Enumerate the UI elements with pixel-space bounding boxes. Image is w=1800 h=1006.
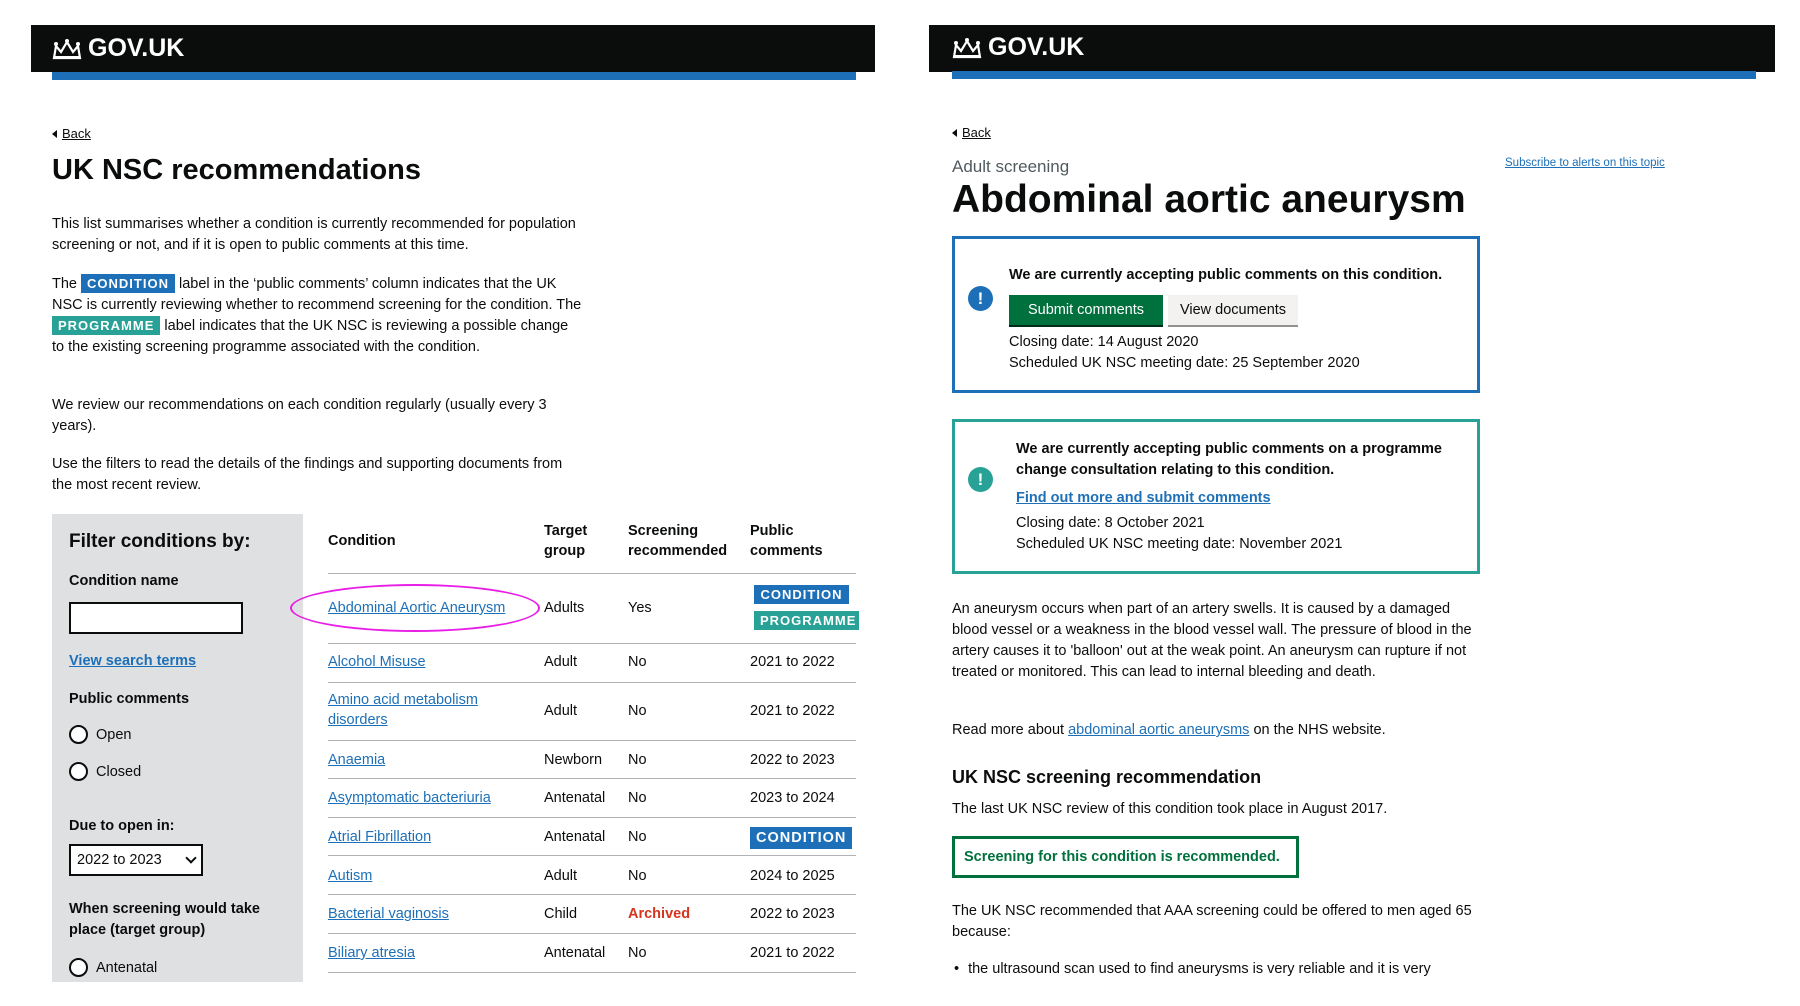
back-link-label: Back <box>62 126 91 141</box>
highlight-ellipse <box>290 584 540 632</box>
right-govuk-logo[interactable] <box>952 30 1084 65</box>
recommendation-heading: UK NSC screening recommendation <box>952 767 1262 787</box>
exclamation-icon: ! <box>968 467 993 492</box>
filter-title: Filter conditions by: <box>69 531 251 552</box>
condition-name-input[interactable] <box>69 602 243 634</box>
crown-icon <box>52 38 82 60</box>
th-condition: Condition <box>328 533 396 549</box>
row-condition-link[interactable]: Abdominal Aortic Aneurysm <box>328 600 506 616</box>
left-brand-text: GOV.UK <box>88 34 185 62</box>
row-target: Adult <box>544 703 578 719</box>
intro2-part3: label indicates that the UK NSC is reviewing a possible change to the existing screening programme associated with the condition. <box>52 318 569 355</box>
table-header-divider <box>328 573 856 574</box>
right-brand-text: GOV.UK <box>988 33 1085 61</box>
subscribe-link[interactable]: Subscribe to alerts on this topic <box>1505 157 1665 169</box>
nhs-link[interactable]: abdominal aortic aneurysms <box>1068 722 1250 738</box>
row-condition-link[interactable]: Atrial Fibrillation <box>328 829 432 845</box>
public-comments-label: Public comments <box>69 691 190 707</box>
radio-circle[interactable] <box>69 762 88 781</box>
crown-icon <box>952 37 982 59</box>
radio-circle[interactable] <box>69 725 88 744</box>
read-more-pre: Read more about <box>952 722 1065 738</box>
radio-open[interactable] <box>69 725 131 744</box>
due-to-open-label: Due to open in: <box>69 818 175 834</box>
radio-antenatal[interactable] <box>69 958 157 977</box>
radio-open-label: Open <box>96 726 132 743</box>
radio-antenatal-label: Antenatal <box>96 959 158 976</box>
row-comments: 2022 to 2023 <box>750 906 835 922</box>
view-documents-button[interactable]: View documents <box>1168 295 1298 325</box>
list-item <box>954 959 1484 979</box>
back-link-label: Back <box>962 125 991 140</box>
intro2-part1: The <box>52 276 77 292</box>
table-row-divider <box>328 933 856 934</box>
condition-name-label: Condition name <box>69 573 179 589</box>
left-blue-bar <box>52 72 856 80</box>
table-row-divider <box>328 855 856 856</box>
row-comments: 2024 to 2025 <box>750 868 835 884</box>
th-public-comments: Public comments <box>750 523 823 559</box>
programme-tag: PROGRAMME <box>754 611 859 630</box>
row-comments: 2021 to 2022 <box>750 945 835 961</box>
right-page-title: Abdominal aortic aneurysm <box>952 178 1466 221</box>
table-row-divider <box>328 817 856 818</box>
right-blue-bar <box>952 71 1756 79</box>
intro-paragraph-2 <box>52 274 582 358</box>
condition-description: An aneurysm occurs when part of an artery swells. It is caused by a damaged blood vessel or a weakness in the blood vessel wall. The pressure of blood in the artery causes it to 'balloon' out at the weak point. An aneurysm can rupture if not treated or monitored. This can lead to internal bleeding and death. <box>952 601 1472 680</box>
right-back-link[interactable] <box>952 125 991 140</box>
row-target: Antenatal <box>544 829 606 845</box>
row-screening: No <box>628 703 647 719</box>
row-condition-link[interactable]: Biliary atresia <box>328 945 416 961</box>
row-target: Adults <box>544 600 585 616</box>
back-arrow-icon <box>52 130 57 138</box>
chevron-down-icon <box>185 852 196 863</box>
row-screening: No <box>628 829 647 845</box>
row-screening-archived: Archived <box>628 906 691 922</box>
row-target: Adult <box>544 654 578 670</box>
table-row-divider <box>328 643 856 644</box>
row-condition-link[interactable]: Asymptomatic bacteriuria <box>328 790 491 806</box>
row-condition-link[interactable]: Autism <box>328 868 373 884</box>
find-out-more-link[interactable]: Find out more and submit comments <box>1016 490 1271 506</box>
row-condition-link[interactable]: Bacterial vaginosis <box>328 906 449 922</box>
notice1-closing-date: Closing date: 14 August 2020 <box>1009 334 1199 350</box>
row-tags <box>754 585 859 630</box>
intro2-part2: label in the ‘public comments’ column indicates that the UK NSC is currently reviewing whether to recommend screening for the condition. The <box>52 276 582 313</box>
intro-paragraph-1: This list summarises whether a condition is currently recommended for population screening or not, and if it is open to public comments at this time. <box>52 216 576 253</box>
row-screening: No <box>628 790 647 806</box>
notice1-heading: We are currently accepting public comments on this condition. <box>1009 267 1443 283</box>
row-target: Child <box>544 906 578 922</box>
recommendation-review-text: The last UK NSC review of this condition took place in August 2017. <box>952 801 1388 817</box>
left-page-title: UK NSC recommendations <box>52 154 422 186</box>
row-target: Adult <box>544 868 578 884</box>
because-paragraph: The UK NSC recommended that AAA screening could be offered to men aged 65 because: <box>952 903 1472 940</box>
table-row-divider <box>328 972 856 973</box>
th-target-group: Target group <box>544 523 588 559</box>
table-row-divider <box>328 894 856 895</box>
row-comments: 2022 to 2023 <box>750 752 835 768</box>
left-back-link[interactable] <box>52 126 91 141</box>
read-more-post: on the NHS website. <box>1253 722 1386 738</box>
row-screening: Yes <box>628 600 652 616</box>
exclamation-icon: ! <box>968 286 993 311</box>
intro-paragraph-3: We review our recommendations on each condition regularly (usually every 3 years). <box>52 397 547 434</box>
recommendation-status-box: Screening for this condition is recommended. <box>952 836 1299 878</box>
row-screening: No <box>628 654 647 670</box>
due-select-value: 2022 to 2023 <box>77 852 162 868</box>
row-target: Newborn <box>544 752 603 768</box>
row-screening: No <box>628 868 647 884</box>
table-row-divider <box>328 682 856 683</box>
row-target: Antenatal <box>544 790 606 806</box>
notice2-closing-date: Closing date: 8 October 2021 <box>1016 515 1205 531</box>
table-row-divider <box>328 740 856 741</box>
row-comments: 2021 to 2022 <box>750 654 835 670</box>
intro-paragraph-4: Use the filters to read the details of the findings and supporting documents from the most recent review. <box>52 456 563 493</box>
target-group-label: When screening would take place (target group) <box>69 901 260 938</box>
radio-circle[interactable] <box>69 958 88 977</box>
programme-tag: PROGRAMME <box>52 316 160 335</box>
notice1-meeting-date: Scheduled UK NSC meeting date: 25 September 2020 <box>1009 355 1360 371</box>
back-arrow-icon <box>952 129 957 137</box>
row-condition-link[interactable]: Anaemia <box>328 752 386 768</box>
page-caption: Adult screening <box>952 157 1070 176</box>
radio-closed[interactable] <box>69 762 141 781</box>
condition-tag: CONDITION <box>754 585 849 604</box>
filter-panel <box>52 514 303 982</box>
read-more-paragraph <box>952 720 1482 741</box>
condition-tag: CONDITION <box>81 274 175 293</box>
notice2-meeting-date: Scheduled UK NSC meeting date: November 2021 <box>1016 536 1343 552</box>
bullet-icon: • <box>954 961 960 977</box>
radio-closed-label: Closed <box>96 763 142 780</box>
row-condition-link[interactable]: Amino acid metabolism disorders <box>328 692 478 728</box>
row-comments: 2021 to 2022 <box>750 703 835 719</box>
submit-comments-button[interactable]: Submit comments <box>1009 295 1163 325</box>
left-govuk-logo[interactable] <box>52 31 184 66</box>
notice2-heading: We are currently accepting public comments on a programme change consultation relating to this condition. <box>1016 441 1442 478</box>
condition-tag: CONDITION <box>750 827 852 849</box>
row-screening: No <box>628 945 647 961</box>
table-row-divider <box>328 778 856 779</box>
row-target: Antenatal <box>544 945 606 961</box>
row-condition-link[interactable]: Alcohol Misuse <box>328 654 426 670</box>
row-screening: No <box>628 752 647 768</box>
bullet-text: the ultrasound scan used to find aneurysms is very reliable and it is very <box>968 961 1431 977</box>
row-comments: 2023 to 2024 <box>750 790 835 806</box>
due-to-open-select[interactable] <box>69 844 203 876</box>
th-screening: Screening recommended <box>628 523 728 559</box>
view-search-terms-link[interactable]: View search terms <box>69 653 197 669</box>
